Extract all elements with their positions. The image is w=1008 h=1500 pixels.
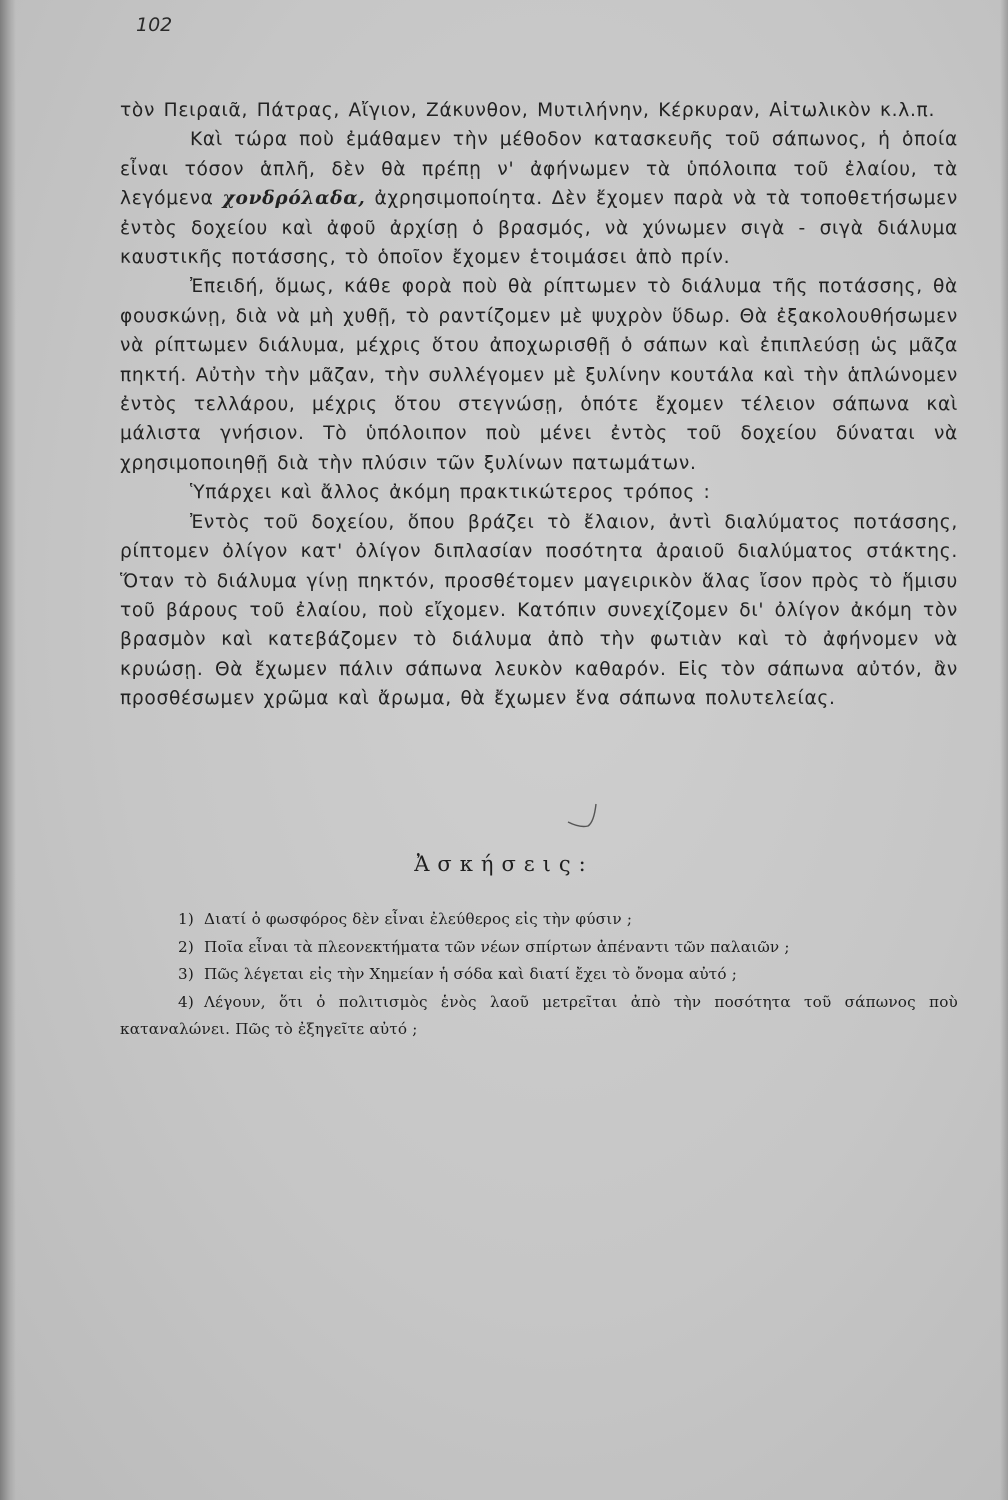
exercise-item: [120, 989, 958, 1044]
exercise-number: 3): [178, 965, 194, 983]
exercise-text: Λέγουν, ὅτι ὁ πολιτισμὸς ἑνὸς λαοῦ μετρεῖται ἀπὸ τὴν ποσότητα τοῦ σάπωνος ποὺ καταναλώνει. Πῶς τὸ ἐξηγεῖτε αὐτό ;: [120, 992, 958, 1038]
exercises-title: Ἀσκήσεις:: [414, 852, 594, 876]
page-edge-shadow: [1000, 0, 1008, 1500]
exercise-number: 2): [178, 937, 194, 956]
exercise-number: 1): [178, 910, 194, 928]
paragraph-method-start: Καὶ τώρα ποὺ ἐμάθαμεν τὴν μέθοδον κατασκευῆς τοῦ σάπωνος, ἡ ὁποία εἶναι τόσον ἁπλῆ, δὲν θὰ πρέπῃ ν' ἀφήνωμεν τὰ ὑπόλοιπα τοῦ ἐλαίου, τὰ λεγόμενα: [120, 129, 958, 210]
exercise-text: Πῶς λέγεται εἰς τὴν Χημείαν ἡ σόδα καὶ διατί ἔχει τὸ ὄνομα αὐτό ;: [204, 965, 738, 983]
handwritten-check-mark: [566, 800, 606, 834]
exercises-list: [120, 906, 958, 1044]
paragraph-continued: τὸν Πειραιᾶ, Πάτρας, Αἴγιον, Ζάκυνθον, Μυτιλήνην, Κέρκυραν, Αἰτωλικὸν κ.λ.π.: [120, 100, 936, 121]
exercise-number: 4): [178, 992, 194, 1011]
exercise-item: [120, 906, 958, 934]
body-text: [120, 96, 958, 714]
paragraph-method: [120, 125, 958, 272]
binding-shadow: [0, 0, 16, 1500]
exercise-item: [120, 961, 958, 989]
paragraph-process: Ἐπειδή, ὅμως, κάθε φορὰ ποὺ θὰ ρίπτωμεν τὸ διάλυμα τῆς ποτάσσης, θὰ φουσκώνῃ, διὰ νὰ μὴ χυθῇ, τὸ ραντίζομεν μὲ ψυχρὸν ὕδωρ. Θὰ ἐξακολουθήσωμεν νὰ ρίπτωμεν διάλυμα, μέχρις ὅτου ἀποχωρισθῇ ὁ σάπων καὶ ἐπιπλεύσῃ ὡς μᾶζα πηκτή. Αὐτὴν τὴν μᾶζαν, τὴν συλλέγομεν μὲ ξυλίνην κουτάλα καὶ τὴν ἁπλώνομεν ἐντὸς τελλάρου, μέχρις ὅτου στεγνώσῃ, ὁπότε ἔχομεν τέλειον σάπωνα καὶ μάλιστα γνήσιον. Τὸ ὑπόλοιπον ποὺ μένει ἐντὸς τοῦ δοχείου δύναται νὰ χρησιμοποιηθῇ διὰ τὴν πλύσιν τῶν ξυλίνων πατωμάτων.: [120, 276, 958, 474]
paragraph-alternative-intro: Ὑπάρχει καὶ ἄλλος ἀκόμη πρακτικώτερος τρόπος :: [190, 482, 711, 504]
paragraph-alternative: Ἐντὸς τοῦ δοχείου, ὅπου βράζει τὸ ἔλαιον, ἀντὶ διαλύματος ποτάσσης, ρίπτομεν ὀλίγον κατ' ὀλίγον διπλασίαν ποσότητα ἀραιοῦ διαλύματος στάκτης. Ὅταν τὸ διάλυμα γίνῃ πηκτόν, προσθέτομεν μαγειρικὸν ἅλας ἴσον πρὸς τὸ ἥμισυ τοῦ βάρους τοῦ ἐλαίου, ποὺ εἴχομεν. Κατόπιν συνεχίζομεν δι' ὀλίγον ἀκόμη τὸν βρασμὸν καὶ κατεβάζομεν τὸ διάλυμα ἀπὸ τὴν φωτιὰν καὶ τὸ ἀφήνομεν νὰ κρυώσῃ. Θὰ ἔχωμεν πάλιν σάπωνα λευκὸν καθαρόν. Εἰς τὸν σάπωνα αὐτόν, ἂν προσθέσωμεν χρῶμα καὶ ἄρωμα, θὰ ἔχωμεν ἕνα σάπωνα πολυτελείας.: [120, 511, 958, 710]
exercise-item: [120, 934, 958, 962]
exercise-text: Ποῖα εἶναι τὰ πλεονεκτήματα τῶν νέων σπίρτων ἀπέναντι τῶν παλαιῶν ;: [204, 937, 790, 956]
paragraph-method-end: ἀχρησιμοποίητα. Δὲν ἔχομεν παρὰ νὰ τὰ τοποθετήσωμεν ἐντὸς δοχείου καὶ ἀφοῦ ἀρχίσῃ ὁ βρασμός, νὰ χύνωμεν σιγὰ - σιγὰ διάλυμα καυστικῆς ποτάσσης, τὸ ὁποῖον ἔχομεν ἑτοιμάσει ἀπὸ πρίν.: [120, 188, 958, 269]
emphasized-term: χονδρόλαδα,: [222, 188, 366, 210]
page-number: 102: [136, 14, 173, 36]
exercise-text: Διατί ὁ φωσφόρος δὲν εἶναι ἐλεύθερος εἰς τὴν φύσιν ;: [204, 910, 633, 928]
